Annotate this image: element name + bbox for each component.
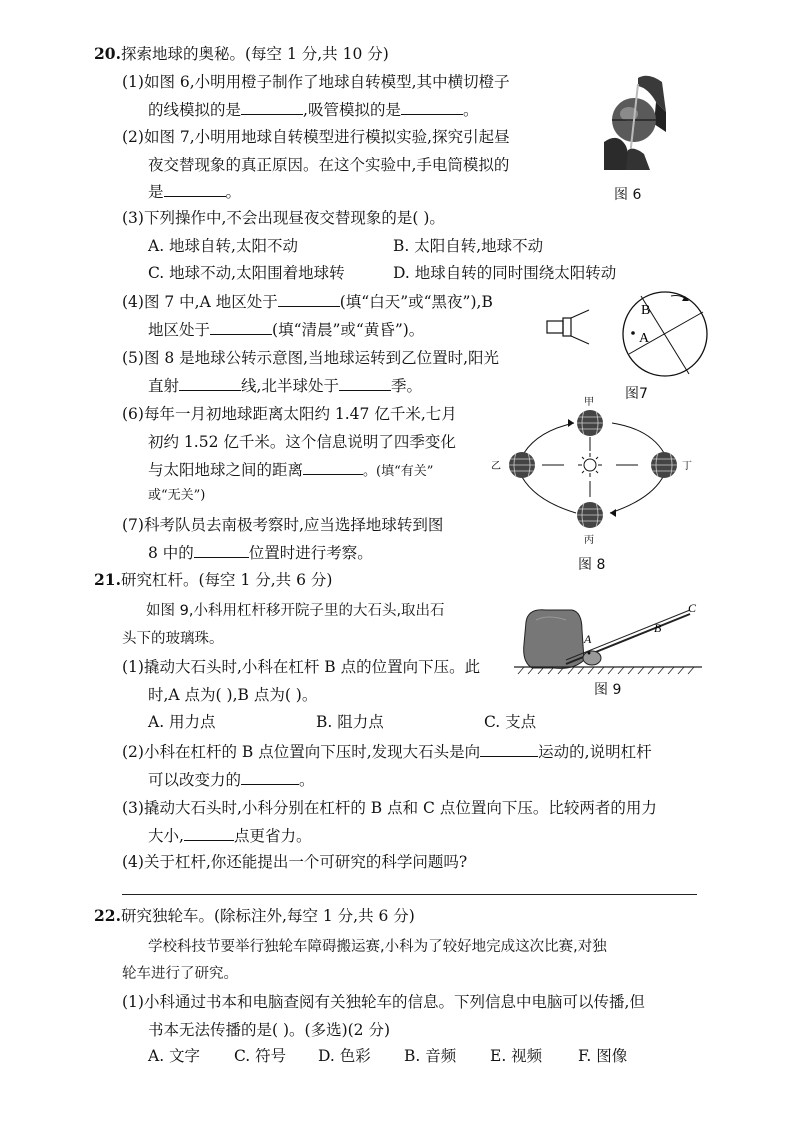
position-ding-label: 丁 bbox=[682, 461, 692, 472]
position-yi-label: 乙 bbox=[491, 461, 501, 472]
point-a-label: A bbox=[639, 331, 650, 346]
point-b-label: B bbox=[641, 303, 651, 318]
q20-p2-line2: 夜交替现象的真正原因。在这个实验中,手电筒模拟的 bbox=[148, 156, 510, 174]
figure-9-caption: 图 9 bbox=[594, 682, 622, 698]
q21-title: 研究杠杆。(每空 1 分,共 6 分) bbox=[120, 571, 333, 589]
fulcrum-stone-icon bbox=[583, 651, 601, 665]
q21-heading bbox=[94, 570, 332, 590]
answer-blank[interactable] bbox=[278, 292, 340, 307]
q20-title: 探索地球的奥秘。(每空 1 分,共 10 分) bbox=[120, 45, 389, 63]
q21-p3-line2: 大小, 点更省力。 bbox=[148, 827, 312, 845]
answer-blank[interactable] bbox=[241, 770, 299, 785]
answer-blank[interactable] bbox=[210, 320, 272, 335]
q22-option-5[interactable]: E. 视频 bbox=[490, 1047, 543, 1065]
q21-p1-line2: 时,A 点为( ),B 点为( )。 bbox=[148, 686, 318, 704]
q20-p3-line1: (3)下列操作中,不会出现昼夜交替现象的是( )。 bbox=[122, 209, 445, 227]
q20-p6-line4: 或“无关”) bbox=[148, 488, 206, 503]
q21-p1-line1: (1)撬动大石头时,小科在杠杆 B 点的位置向下压。此 bbox=[122, 658, 481, 676]
earth-icon-bing bbox=[577, 502, 603, 528]
q21-option-b[interactable]: B. 阻力点 bbox=[316, 713, 384, 731]
answer-blank[interactable] bbox=[480, 742, 538, 757]
q21-p2-line2: 可以改变力的 。 bbox=[148, 771, 315, 789]
q20-heading bbox=[94, 44, 389, 64]
answer-blank[interactable] bbox=[241, 100, 303, 115]
position-jia-label: 甲 bbox=[584, 397, 594, 408]
answer-line[interactable] bbox=[122, 894, 697, 895]
point-a-label: A bbox=[584, 632, 592, 646]
flashlight-icon bbox=[547, 310, 589, 344]
point-c-label: C bbox=[688, 601, 697, 615]
earth-icon-ding bbox=[651, 452, 677, 478]
position-bing-label: 丙 bbox=[584, 535, 594, 546]
figure-9-lever-diagram bbox=[514, 600, 702, 680]
q22-heading bbox=[94, 906, 415, 926]
figure-6-orange-photo bbox=[604, 72, 666, 170]
earth-icon-yi bbox=[509, 452, 535, 478]
q22-option-2[interactable]: C. 符号 bbox=[234, 1047, 287, 1065]
q22-p1-line2: 书本无法传播的是( )。(多选)(2 分) bbox=[148, 1021, 390, 1039]
q22-option-4[interactable]: B. 音频 bbox=[404, 1047, 457, 1065]
figure-7-diagram bbox=[543, 288, 715, 382]
q20-p2-line3: 是 。 bbox=[148, 183, 242, 201]
q22-option-1[interactable]: A. 文字 bbox=[148, 1047, 201, 1065]
q20-p1-line1: (1)如图 6,小明用橙子制作了地球自转模型,其中横切橙子 bbox=[122, 73, 510, 91]
q20-p5-line1: (5)图 8 是地球公转示意图,当地球运转到乙位置时,阳光 bbox=[122, 349, 500, 367]
q21-intro-line2: 头下的玻璃珠。 bbox=[122, 631, 224, 647]
figure-7-caption: 图7 bbox=[625, 386, 648, 402]
q21-p3-line1: (3)撬动大石头时,小科分别在杠杆的 B 点和 C 点位置向下压。比较两者的用力 bbox=[122, 799, 657, 817]
answer-blank[interactable] bbox=[164, 182, 226, 197]
answer-blank[interactable] bbox=[303, 460, 363, 475]
q20-p5-line2: 直射 线,北半球处于 季。 bbox=[148, 377, 422, 395]
q21-p2-line1: (2)小科在杠杆的 B 点位置向下压时,发现大石头是向 运动的,说明杠杆 bbox=[122, 743, 652, 761]
answer-blank[interactable] bbox=[194, 543, 249, 558]
q21-option-a[interactable]: A. 用力点 bbox=[148, 713, 216, 731]
q22-intro-line1: 学校科技节要举行独轮车障碍搬运赛,小科为了较好地完成这次比赛,对独 bbox=[148, 939, 607, 955]
q22-p1-line1: (1)小科通过书本和电脑查阅有关独轮车的信息。下列信息中电脑可以传播,但 bbox=[122, 993, 645, 1011]
point-b-label: B bbox=[654, 621, 662, 635]
q20-p6-line2: 初约 1.52 亿千米。这个信息说明了四季变化 bbox=[148, 433, 456, 451]
q20-p3-option-d[interactable]: D. 地球自转的同时围绕太阳转动 bbox=[393, 264, 617, 282]
q20-number: 20. bbox=[94, 44, 121, 63]
answer-blank[interactable] bbox=[184, 826, 234, 841]
q20-p3-option-a[interactable]: A. 地球自转,太阳不动 bbox=[148, 237, 298, 255]
q21-p4-line1: (4)关于杠杆,你还能提出一个可研究的科学问题吗? bbox=[122, 853, 468, 871]
q22-option-3[interactable]: D. 色彩 bbox=[318, 1047, 371, 1065]
q22-intro-line2: 轮车进行了研究。 bbox=[122, 966, 238, 982]
q20-p3-option-b[interactable]: B. 太阳自转,地球不动 bbox=[393, 237, 544, 255]
q22-option-6[interactable]: F. 图像 bbox=[578, 1047, 628, 1065]
figure-8-orbit-diagram bbox=[488, 395, 700, 547]
figure-6-caption: 图 6 bbox=[614, 187, 642, 203]
q22-number: 22. bbox=[94, 906, 121, 925]
q20-p3-option-c[interactable]: C. 地球不动,太阳围着地球转 bbox=[148, 264, 345, 282]
q21-number: 21. bbox=[94, 570, 121, 589]
q22-title: 研究独轮车。(除标注外,每空 1 分,共 6 分) bbox=[120, 907, 415, 925]
q20-p2-line1: (2)如图 7,小明用地球自转模型进行模拟实验,探究引起昼 bbox=[122, 128, 510, 146]
q20-p6-line3: 与太阳地球之间的距离 。(填“有关” bbox=[148, 461, 434, 479]
q21-option-c[interactable]: C. 支点 bbox=[484, 713, 537, 731]
q20-p1-line2: 的线模拟的是 ,吸管模拟的是 。 bbox=[148, 101, 479, 119]
q20-p6-line1: (6)每年一月初地球距离太阳约 1.47 亿千米,七月 bbox=[122, 405, 457, 423]
q21-intro-line1: 如图 9,小科用杠杆移开院子里的大石头,取出石 bbox=[146, 603, 445, 619]
sun-icon bbox=[578, 453, 602, 477]
earth-icon-jia bbox=[577, 410, 603, 436]
q20-p4-line2: 地区处于 (填“清晨”或“黄昏”)。 bbox=[148, 321, 425, 339]
q20-p7-line1: (7)科考队员去南极考察时,应当选择地球转到图 bbox=[122, 516, 444, 534]
answer-blank[interactable] bbox=[339, 376, 391, 391]
q20-p7-line2: 8 中的 位置时进行考察。 bbox=[148, 544, 373, 562]
answer-blank[interactable] bbox=[401, 100, 463, 115]
figure-8-caption: 图 8 bbox=[578, 557, 606, 573]
q20-p4-line1: (4)图 7 中,A 地区处于 (填“白天”或“黑夜”),B bbox=[122, 293, 493, 311]
answer-blank[interactable] bbox=[179, 376, 241, 391]
